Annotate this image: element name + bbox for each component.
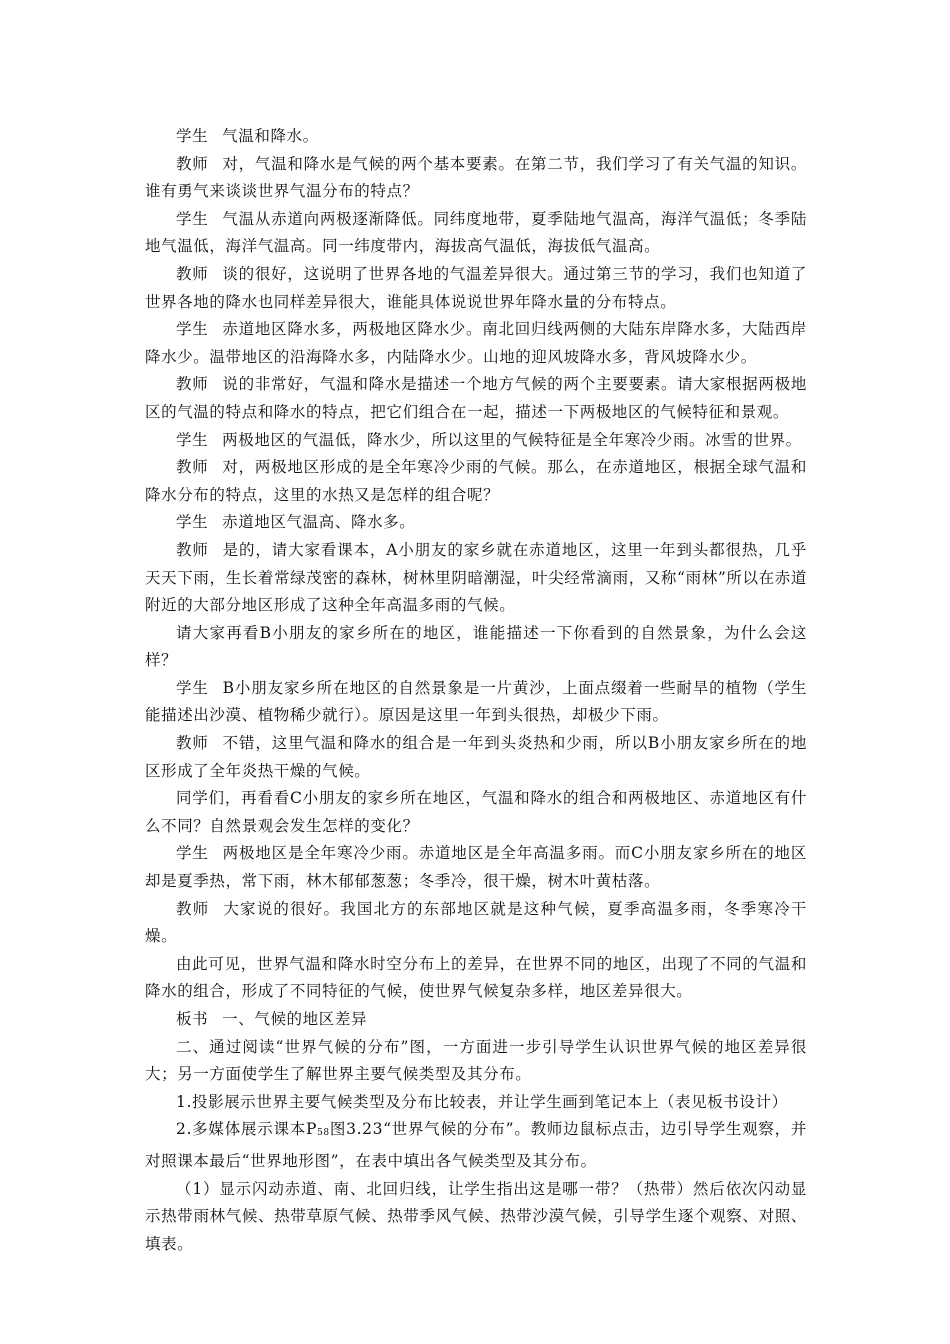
speaker-label: 学生 <box>176 513 209 532</box>
paragraph-text: 两极地区的气温低，降水少，所以这里的气候特征是全年寒冷少雨。冰雪的世界。 <box>222 430 802 449</box>
paragraph-text: 由此可见，世界气温和降水时空分布上的差异，在世界不同的地区，出现了不同的气温和降水的组合，形成了不同特征的气候，使世界气候复杂多样，地区差异很大。 <box>145 954 807 1001</box>
paragraph-text: 二、通过阅读“世界气候的分布”图，一方面进一步引导学生认识世界气候的地区差异很大；另一方面使学生了解世界主要气候类型及其分布。 <box>145 1037 807 1084</box>
paragraph <box>145 730 807 785</box>
paragraph-text: 赤道地区气温高、降水多。 <box>222 513 416 532</box>
paragraph <box>145 151 807 206</box>
paragraph-text: 气温从赤道向两极逐渐降低。同纬度地带，夏季陆地气温高，海洋气温低；冬季陆地气温低，海洋气温高。同一纬度带内，海拔高气温低，海拔低气温高。 <box>145 209 807 256</box>
speaker-label: 教师 <box>176 375 209 394</box>
speaker-label: 学生 <box>176 678 209 697</box>
paragraph-text: 谈的很好，这说明了世界各地的气温差异很大。通过第三节的学习，我们也知道了世界各地的降水也同样差异很大，谁能具体说说世界年降水量的分布特点。 <box>145 264 807 311</box>
paragraph-text: 说的非常好，气温和降水是描述一个地方气候的两个主要要素。请大家根据两极地区的气温的特点和降水的特点，把它们组合在一起，描述一下两极地区的气候特征和景观。 <box>145 375 807 421</box>
paragraph-text: 大家说的很好。我国北方的东部地区就是这种气候，夏季高温多雨，冬季寒冷干燥。 <box>145 899 807 946</box>
paragraph-text: B小朋友家乡所在地区的自然景象是一片黄沙，上面点缀着一些耐旱的植物（学生能描述出沙漠、植物稀少就行）。原因是这里一年到头很热，却极少下雨。 <box>145 678 808 725</box>
paragraph-text: 一、气候的地区差异 <box>222 1010 368 1028</box>
paragraph <box>145 785 807 840</box>
paragraph-text-continued: 图3.23“世界气候的分布”。教师边鼠标点击，边引导学生观察，并对照课本最后“世界地形图”，在表中填出各气候类型及其分布。 <box>145 1120 808 1170</box>
document-page <box>145 123 807 1258</box>
paragraph <box>145 261 807 316</box>
paragraph <box>145 620 807 675</box>
paragraph <box>145 1034 807 1089</box>
speaker-label: 学生 <box>176 127 209 145</box>
paragraph <box>145 1089 807 1117</box>
paragraph-text: 对，气温和降水是气候的两个基本要素。在第二节，我们学习了有关气温的知识。谁有勇气来谈谈世界气温分布的特点？ <box>145 154 807 201</box>
paragraph <box>145 454 807 509</box>
speaker-label: 教师 <box>176 154 209 173</box>
speaker-label: 学生 <box>176 320 209 339</box>
paragraph <box>145 427 807 455</box>
paragraph-text: 对，两极地区形成的是全年寒冷少雨的气候。那么，在赤道地区，根据全球气温和降水分布的特点，这里的水热又是怎样的组合呢？ <box>145 458 807 504</box>
paragraph-text: （1）显示闪动赤道、南、北回归线，让学生指出这是哪一带？（热带）然后依次闪动显示热带雨林气候、热带草原气候、热带季风气候、热带沙漠气候，引导学生逐个观察、对照、填表。 <box>145 1179 807 1253</box>
speaker-label: 教师 <box>176 899 210 918</box>
paragraph <box>145 123 807 151</box>
paragraph <box>145 537 807 620</box>
speaker-label: 教师 <box>176 734 209 753</box>
paragraph-text: 同学们，再看看C小朋友的家乡所在地区，气温和降水的组合和两极地区、赤道地区有什么不同？自然景观会发生怎样的变化？ <box>145 789 807 835</box>
speaker-label: 教师 <box>176 458 209 477</box>
paragraph <box>145 371 807 426</box>
speaker-label: 板书 <box>176 1010 209 1028</box>
paragraph-text: 2.多媒体展示课本P <box>176 1120 318 1139</box>
speaker-label: 教师 <box>176 540 209 559</box>
paragraph-text: 1.投影展示世界主要气候类型及分布比较表，并让学生画到笔记本上（表见板书设计） <box>176 1092 788 1111</box>
paragraph <box>145 1006 807 1034</box>
paragraph <box>145 1176 807 1259</box>
speaker-label: 学生 <box>176 844 209 863</box>
page-subscript: 58 <box>317 1128 330 1139</box>
paragraph-text: 请大家再看B小朋友的家乡所在的地区，谁能描述一下你看到的自然景象，为什么会这样？ <box>145 623 807 670</box>
speaker-label: 学生 <box>176 430 209 449</box>
paragraph-text: 是的，请大家看课本，A小朋友的家乡就在赤道地区，这里一年到头都很热，几乎天天下雨，生长着常绿茂密的森林，树林里阴暗潮湿，叶尖经常滴雨，又称“雨林”所以在赤道附近的大部分地区形成了这种全年高温多雨的气候。 <box>145 540 807 615</box>
paragraph <box>145 675 807 730</box>
paragraph <box>145 206 807 261</box>
paragraph-text: 赤道地区降水多，两极地区降水少。南北回归线两侧的大陆东岸降水多，大陆西岸降水少。温带地区的沿海降水多，内陆降水少。山地的迎风坡降水多，背风坡降水少。 <box>145 320 807 366</box>
paragraph <box>145 951 807 1006</box>
speaker-label: 学生 <box>176 209 209 228</box>
speaker-label: 教师 <box>176 264 209 283</box>
paragraph-text: 气温和降水。 <box>222 127 319 145</box>
paragraph <box>145 509 807 537</box>
paragraph <box>145 1116 807 1175</box>
paragraph-text: 不错，这里气温和降水的组合是一年到头炎热和少雨，所以B小朋友家乡所在的地区形成了全年炎热干燥的气候。 <box>145 734 808 780</box>
paragraph <box>145 316 807 371</box>
paragraph-text: 两极地区是全年寒冷少雨。赤道地区是全年高温多雨。而C小朋友家乡所在的地区却是夏季热，常下雨，林木郁郁葱葱；冬季冷，很干燥，树木叶黄枯落。 <box>145 844 807 891</box>
paragraph <box>145 840 807 895</box>
paragraph <box>145 896 807 951</box>
